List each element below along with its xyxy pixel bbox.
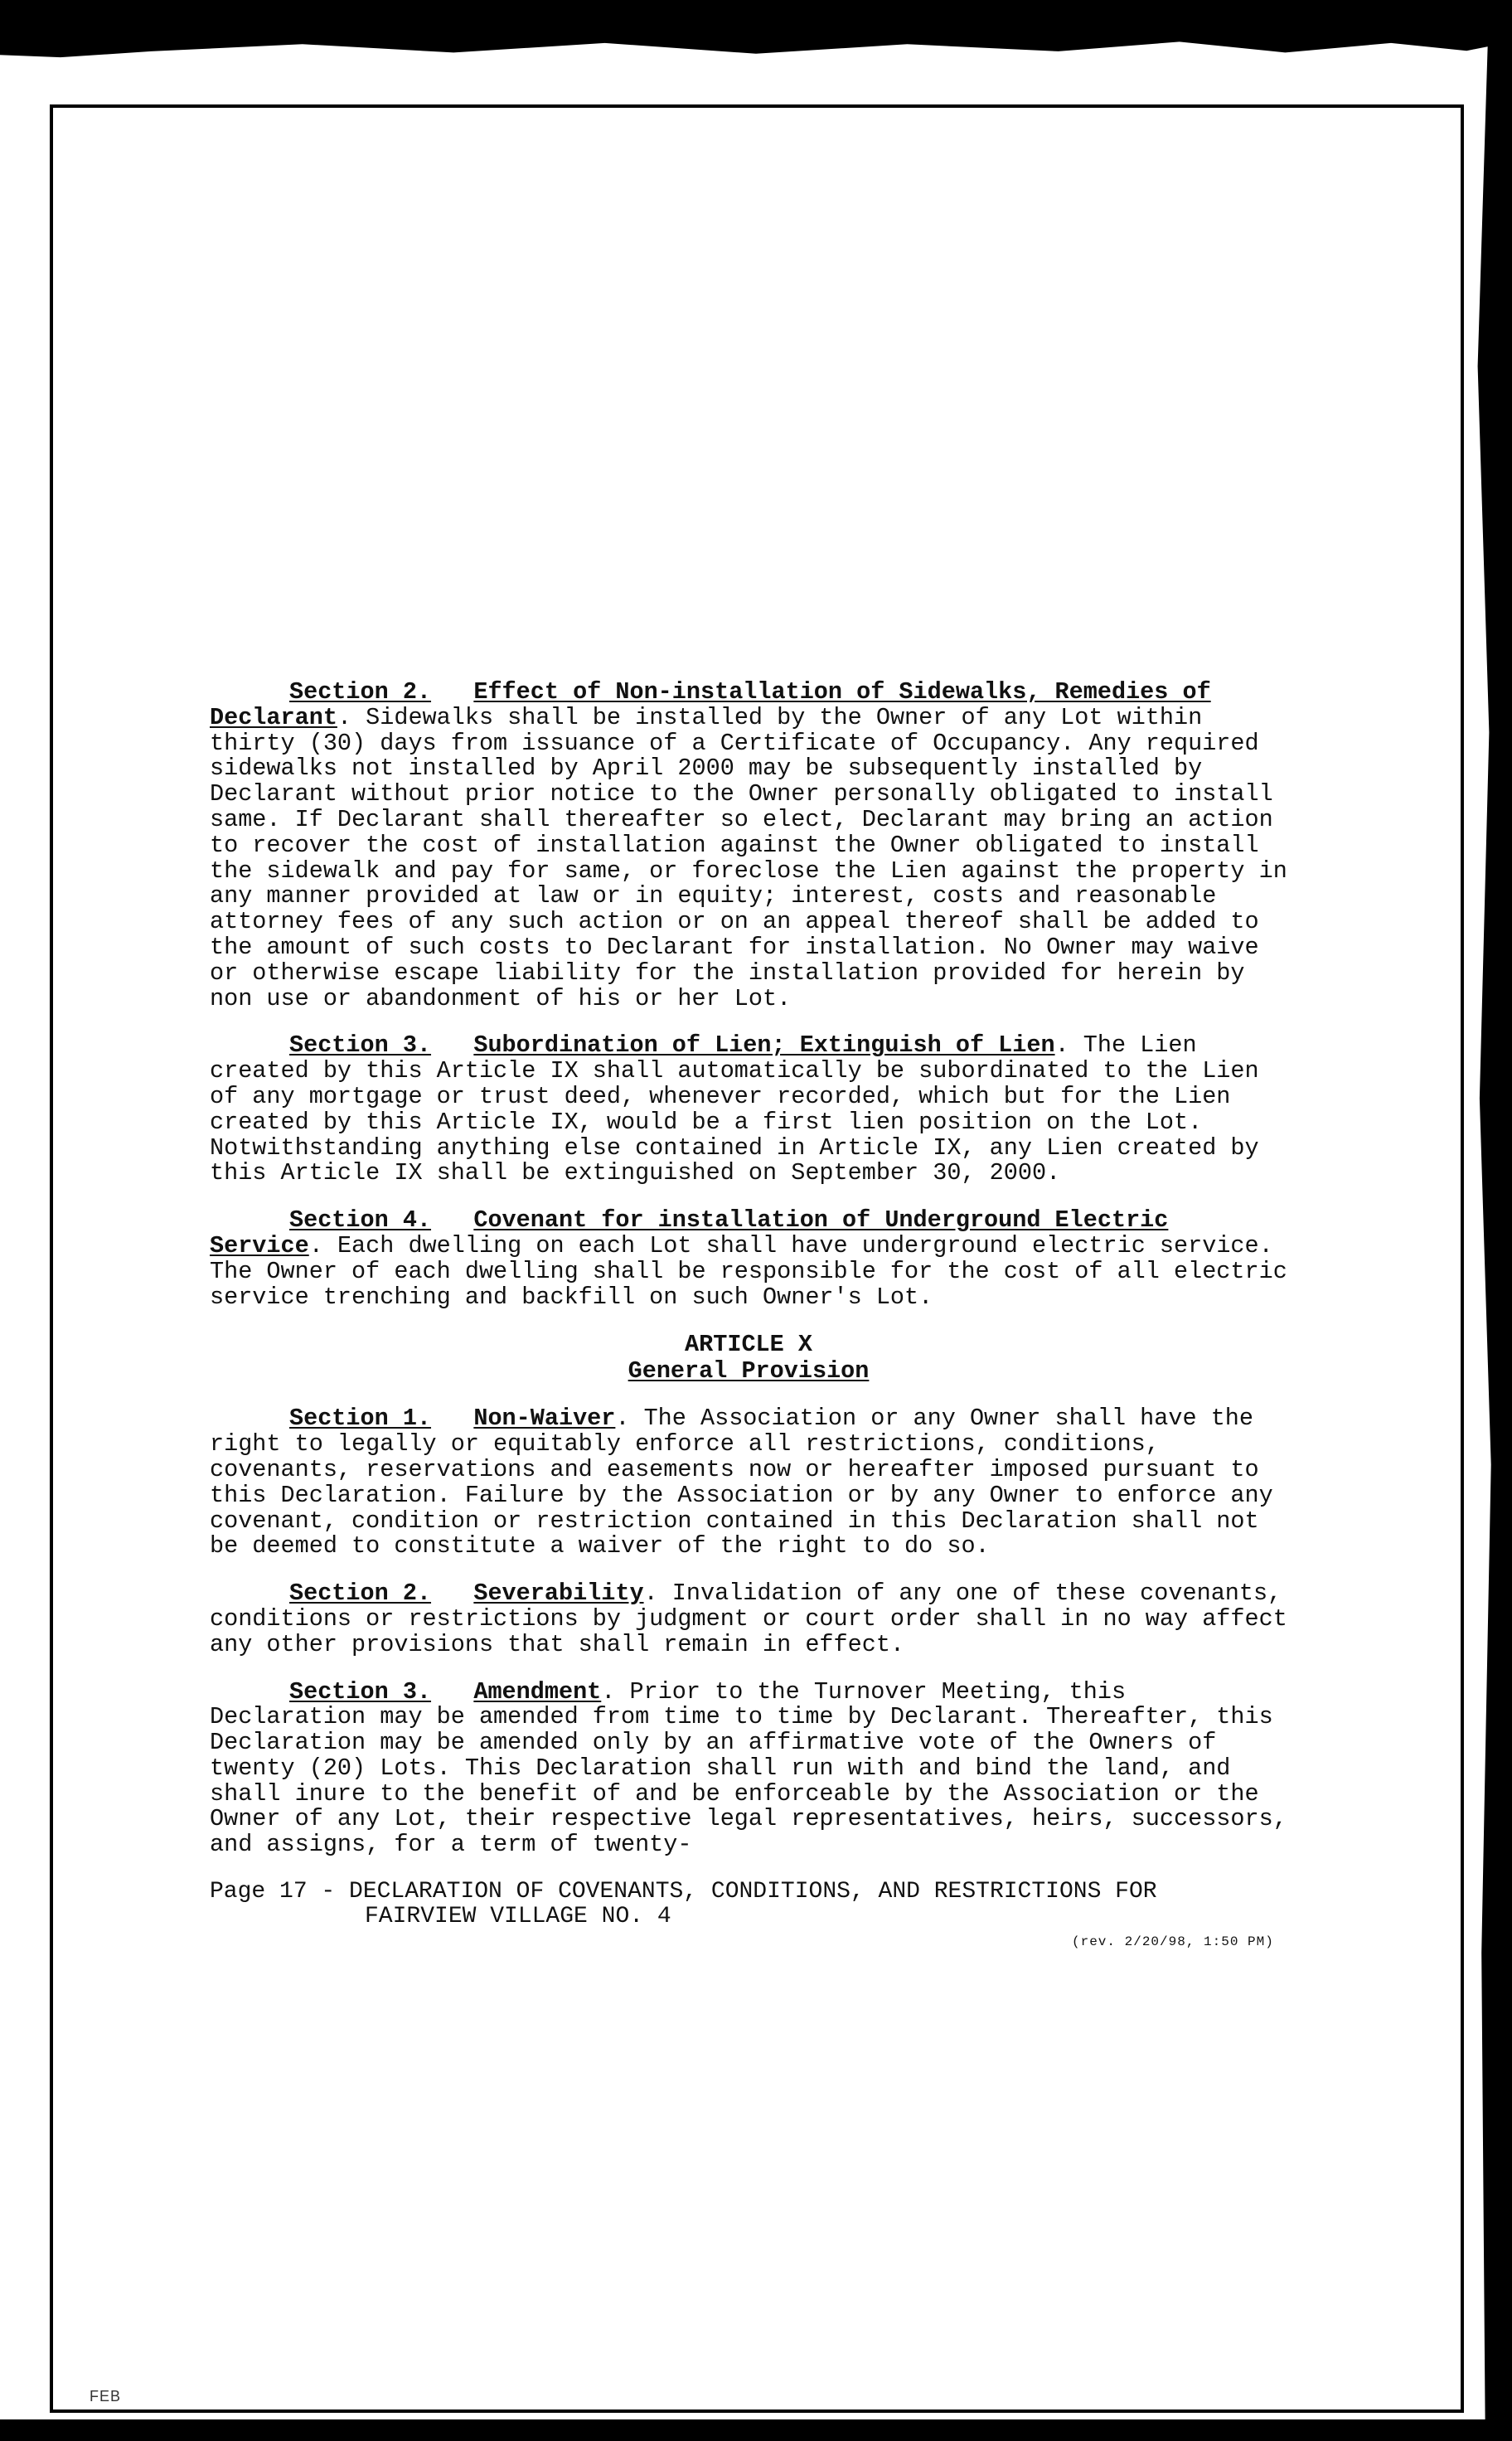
section-body: . The Lien created by this Article IX shall automatically be subordinated to the Lien of any mortgage or trust deed, whenever recorded, which but for the Lien created by this Article IX, would be a first lien position on the Lot. Notwithstanding anything else contained in Article IX, any Lien created by this Article IX shall be extinguished on September 30, 2000. bbox=[210, 1031, 1259, 1187]
section-heading-title: Covenant for installation of Underground Electric Service bbox=[210, 1206, 1169, 1259]
scan-edge-right bbox=[1474, 0, 1512, 2441]
section-heading-number: Section 4. bbox=[289, 1206, 432, 1235]
section-heading-number: Section 3. bbox=[289, 1677, 432, 1706]
revision-note: (rev. 2/20/98, 1:50 PM) bbox=[1072, 1934, 1274, 1950]
article-ix-section-4 bbox=[210, 1208, 1287, 1310]
article-x-section-1 bbox=[210, 1406, 1287, 1560]
section-heading-title: Effect of Non-installation of Sidewalks, Remedies of Declarant bbox=[210, 678, 1211, 731]
section-body: . Sidewalks shall be installed by the Owner of any Lot within thirty (30) days from issuance of a Certificate of Occupancy. Any required sidewalks not installed by April 2000 may be subsequently installed by Declarant without prior notice to the Owner personally obligated to install same. If Declarant shall thereafter so elect, Declarant may bring an action to recover the cost of installation against the Owner obligated to install the sidewalk and pay for same, or foreclose the Lien against the property in any manner provided at law or in equity; interest, costs and reasonable attorney fees of any such action or on an appeal thereof shall be added to the amount of such costs to Declarant for installation. No Owner may waive or otherwise escape liability for the installation provided for herein by non use or abandonment of his or her Lot. bbox=[210, 703, 1287, 1012]
article-x-heading bbox=[210, 1332, 1287, 1385]
article-ix-section-3 bbox=[210, 1033, 1287, 1187]
article-subtitle: General Provision bbox=[628, 1357, 870, 1385]
scan-edge-bottom bbox=[0, 2419, 1512, 2441]
section-heading-number: Section 2. bbox=[289, 678, 432, 706]
section-body: . The Association or any Owner shall have the right to legally or equitably enforce all restrictions, conditions, covenants, reservations and easements now or hereafter imposed pursuant to this Declaration. Failure by the Association or by any Owner to enforce any covenant, condition or restriction contained in this Declaration shall not be deemed to constitute a waiver of the right to do so. bbox=[210, 1405, 1273, 1560]
section-heading-number: Section 1. bbox=[289, 1405, 432, 1433]
article-x-section-3 bbox=[210, 1677, 1287, 1859]
page-footer bbox=[210, 1880, 1287, 1958]
section-body: . Invalidation of any one of these covenants, conditions or restrictions by judgment or court order shall in no way affect any other provisions that shall remain in effect. bbox=[210, 1580, 1287, 1658]
document-body bbox=[210, 680, 1287, 1958]
article-title: ARTICLE X bbox=[685, 1331, 812, 1359]
section-heading-number: Section 2. bbox=[289, 1580, 432, 1608]
article-x-section-2 bbox=[210, 1581, 1287, 1657]
section-heading-title: Severability bbox=[473, 1580, 644, 1608]
section-heading-title: Subordination of Lien; Extinguish of Lien bbox=[473, 1031, 1055, 1060]
footer-line-2: FAIRVIEW VILLAGE NO. 4 bbox=[365, 1904, 671, 1930]
section-heading-number: Section 3. bbox=[289, 1031, 432, 1060]
section-body: . Prior to the Turnover Meeting, this Declaration may be amended from time to time by Declarant. Thereafter, this Declaration may be amended only by an affirmative vote of the Owners of twenty (20) Lots. This Declaration shall run with and bind the land, and shall inure to the benefit of and be enforceable by the Association or the Owner of any Lot, their respective legal representatives, heirs, successors, and assigns, for a term of twenty- bbox=[210, 1677, 1287, 1859]
footer-line-1: Page 17 - DECLARATION OF COVENANTS, CONDITIONS, AND RESTRICTIONS FOR bbox=[210, 1879, 1157, 1905]
article-ix-section-2 bbox=[210, 680, 1287, 1012]
section-heading-title: Amendment bbox=[473, 1677, 602, 1706]
section-heading-title: Non-Waiver bbox=[473, 1405, 616, 1433]
section-body: . Each dwelling on each Lot shall have underground electric service. The Owner of each dwelling shall be responsible for the cost of all electric service trenching and backfill on such Owner's Lot. bbox=[210, 1231, 1287, 1311]
date-stamp: FEB bbox=[90, 2388, 122, 2405]
scan-edge-top bbox=[0, 0, 1512, 60]
